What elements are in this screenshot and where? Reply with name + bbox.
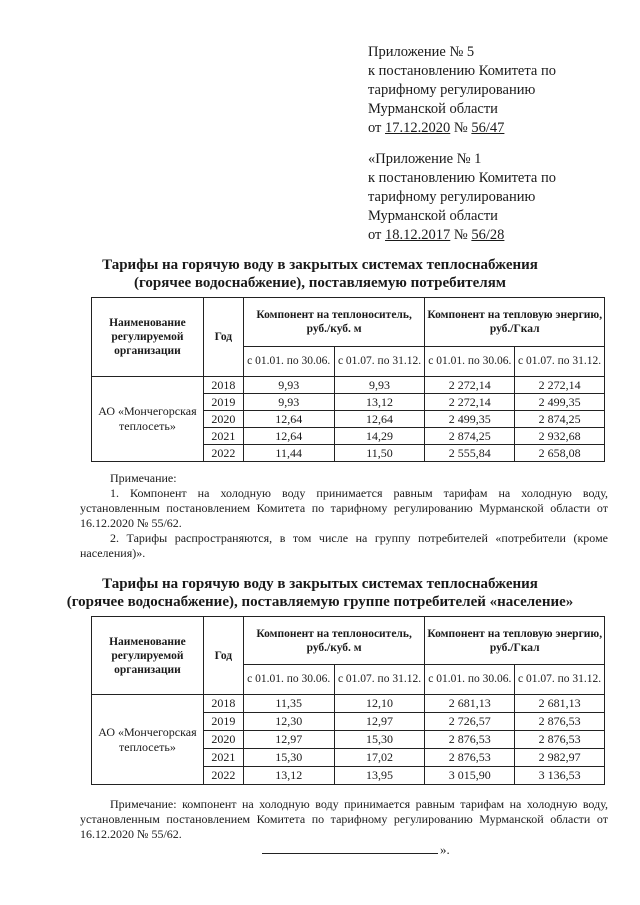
appendix-5-line: к постановлению Комитета по xyxy=(368,63,556,79)
coolant-h1-cell: 12,64 xyxy=(243,411,334,428)
subheader-period: с 01.01. по 30.06. xyxy=(243,347,334,377)
table-2-title: Тарифы на горячую воду в закрытых системах теплоснабжения (горячее водоснабжение), поставляемую группе потребителей «население» xyxy=(66,576,574,610)
closing-line xyxy=(262,842,450,858)
org-name-cell: АО «Мончегорская теплосеть» xyxy=(92,695,204,785)
table-row xyxy=(92,695,605,713)
energy-h2-cell: 2 982,97 xyxy=(515,749,605,767)
note-1 xyxy=(80,471,608,561)
appendix-1-line: к постановлению Комитета по xyxy=(368,170,556,186)
energy-h2-cell: 2 876,53 xyxy=(515,731,605,749)
year-cell: 2018 xyxy=(203,695,243,713)
header-coolant: Компонент на теплоноситель, руб./куб. м xyxy=(243,617,425,665)
tariff-table-population xyxy=(91,616,605,785)
appendix-5-header xyxy=(368,43,556,138)
appendix-5-number: 56/47 xyxy=(471,120,505,136)
header-energy: Компонент на тепловую энергию, руб./Гкал xyxy=(425,298,605,347)
coolant-h2-cell: 14,29 xyxy=(334,428,425,445)
year-cell: 2020 xyxy=(203,731,243,749)
energy-h2-cell: 2 272,14 xyxy=(515,377,605,394)
table-1-title: Тарифы на горячую воду в закрытых системах теплоснабжения (горячее водоснабжение), поставляемую потребителям xyxy=(102,257,538,291)
coolant-h2-cell: 9,93 xyxy=(334,377,425,394)
appendix-1-date-line: от 18.12.2017 № 56/28 xyxy=(368,227,505,243)
header-energy: Компонент на тепловую энергию, руб./Гкал xyxy=(425,617,605,665)
year-cell: 2019 xyxy=(203,394,243,411)
coolant-h2-cell: 12,10 xyxy=(334,695,425,713)
year-cell: 2021 xyxy=(203,428,243,445)
note-2 xyxy=(80,797,608,842)
appendix-5-date: 17.12.2020 xyxy=(385,120,451,136)
energy-h2-cell: 2 681,13 xyxy=(515,695,605,713)
energy-h1-cell: 2 272,14 xyxy=(425,377,515,394)
coolant-h1-cell: 12,30 xyxy=(243,713,334,731)
note-1-item-2: 2. Тарифы распространяются, в том числе на группу потребителей «потребители (кроме населения)». xyxy=(80,531,608,560)
year-cell: 2022 xyxy=(203,445,243,462)
header-coolant: Компонент на теплоноситель, руб./куб. м xyxy=(243,298,425,347)
energy-h1-cell: 2 499,35 xyxy=(425,411,515,428)
header-org: Наименование регулируемой организации xyxy=(92,298,204,377)
tariff-table-consumers xyxy=(91,297,605,462)
org-name-cell: АО «Мончегорская теплосеть» xyxy=(92,377,204,462)
coolant-h2-cell: 13,95 xyxy=(334,767,425,785)
energy-h1-cell: 2 681,13 xyxy=(425,695,515,713)
appendix-5-line: Мурманской области xyxy=(368,101,498,117)
coolant-h2-cell: 12,97 xyxy=(334,713,425,731)
coolant-h1-cell: 15,30 xyxy=(243,749,334,767)
appendix-5-title: Приложение № 5 xyxy=(368,44,475,60)
energy-h1-cell: 2 272,14 xyxy=(425,394,515,411)
appendix-5-date-line: от 17.12.2020 № 56/47 xyxy=(368,120,505,136)
subheader-period: с 01.01. по 30.06. xyxy=(425,347,515,377)
coolant-h1-cell: 13,12 xyxy=(243,767,334,785)
subheader-period: с 01.01. по 30.06. xyxy=(243,665,334,695)
subheader-period: с 01.01. по 30.06. xyxy=(425,665,515,695)
table-row xyxy=(92,377,605,394)
header-org: Наименование регулируемой организации xyxy=(92,617,204,695)
appendix-1-line: Мурманской области xyxy=(368,208,498,224)
coolant-h1-cell: 9,93 xyxy=(243,394,334,411)
energy-h1-cell: 2 876,53 xyxy=(425,731,515,749)
coolant-h2-cell: 13,12 xyxy=(334,394,425,411)
subheader-period: с 01.07. по 31.12. xyxy=(334,665,425,695)
note-1-heading: Примечание: xyxy=(110,471,177,485)
coolant-h1-cell: 9,93 xyxy=(243,377,334,394)
appendix-1-date: 18.12.2017 xyxy=(385,227,451,243)
coolant-h1-cell: 12,97 xyxy=(243,731,334,749)
coolant-h1-cell: 12,64 xyxy=(243,428,334,445)
energy-h1-cell: 3 015,90 xyxy=(425,767,515,785)
energy-h2-cell: 2 874,25 xyxy=(515,411,605,428)
subheader-period: с 01.07. по 31.12. xyxy=(515,665,605,695)
energy-h1-cell: 2 726,57 xyxy=(425,713,515,731)
subheader-period: с 01.07. по 31.12. xyxy=(515,347,605,377)
signature-underline xyxy=(262,843,438,854)
header-year: Год xyxy=(203,617,243,695)
year-cell: 2020 xyxy=(203,411,243,428)
year-cell: 2022 xyxy=(203,767,243,785)
coolant-h2-cell: 17,02 xyxy=(334,749,425,767)
energy-h2-cell: 2 658,08 xyxy=(515,445,605,462)
energy-h1-cell: 2 876,53 xyxy=(425,749,515,767)
year-cell: 2018 xyxy=(203,377,243,394)
subheader-period: с 01.07. по 31.12. xyxy=(334,347,425,377)
energy-h1-cell: 2 555,84 xyxy=(425,445,515,462)
energy-h2-cell: 2 499,35 xyxy=(515,394,605,411)
appendix-1-title: «Приложение № 1 xyxy=(368,151,482,167)
coolant-h1-cell: 11,44 xyxy=(243,445,334,462)
energy-h2-cell: 2 876,53 xyxy=(515,713,605,731)
appendix-1-line: тарифному регулированию xyxy=(368,189,536,205)
appendix-5-line: тарифному регулированию xyxy=(368,82,536,98)
note-2-text: Примечание: компонент на холодную воду принимается равным тарифам на холодную воду, установленным постановлением Комитета по тарифному регулированию Мурманской области от 16.12.2020 № 55/62. xyxy=(80,797,608,841)
energy-h2-cell: 3 136,53 xyxy=(515,767,605,785)
coolant-h2-cell: 15,30 xyxy=(334,731,425,749)
coolant-h2-cell: 11,50 xyxy=(334,445,425,462)
header-year: Год xyxy=(203,298,243,377)
coolant-h1-cell: 11,35 xyxy=(243,695,334,713)
year-cell: 2019 xyxy=(203,713,243,731)
energy-h1-cell: 2 874,25 xyxy=(425,428,515,445)
note-1-item-1: 1. Компонент на холодную воду принимается равным тарифам на холодную воду, установленным постановлением Комитета по тарифному регулированию Мурманской области от 16.12.2020 № 55/62. xyxy=(80,486,608,530)
appendix-1-header xyxy=(368,150,556,245)
appendix-1-number: 56/28 xyxy=(471,227,505,243)
closing-quote: ». xyxy=(440,842,450,857)
coolant-h2-cell: 12,64 xyxy=(334,411,425,428)
energy-h2-cell: 2 932,68 xyxy=(515,428,605,445)
year-cell: 2021 xyxy=(203,749,243,767)
